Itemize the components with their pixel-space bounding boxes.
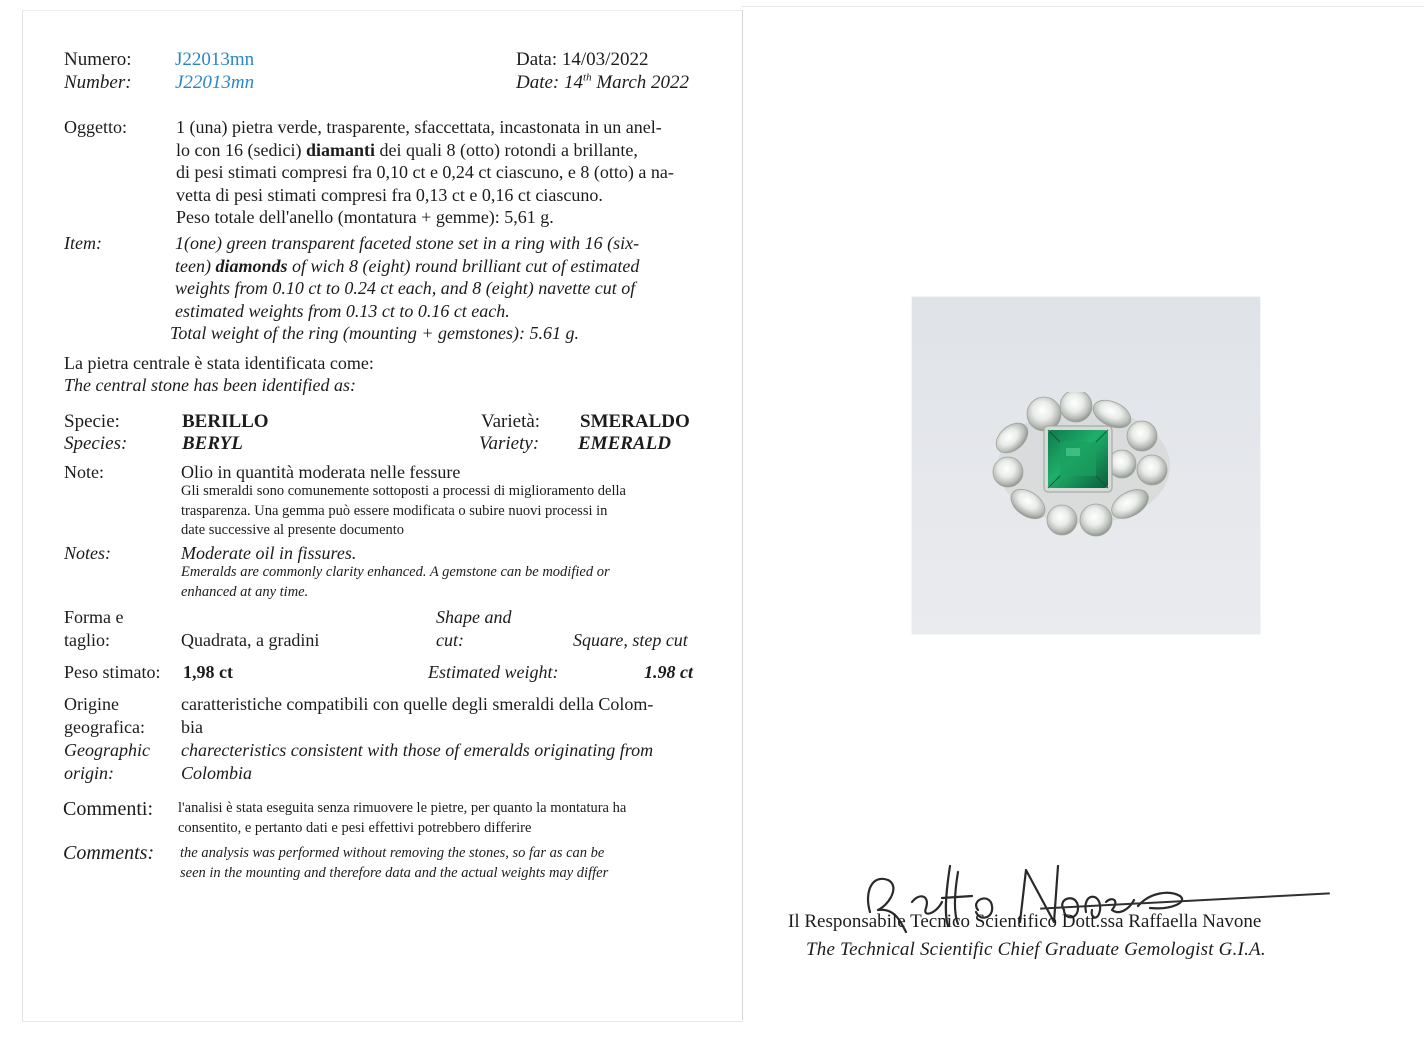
shape-value-it: Quadrata, a gradini [181,630,320,650]
comments-it-1: l'analisi è stata eseguita senza rimuovere le pietre, per quanto la montatura ha [178,800,627,816]
notes-label-en: Notes: [64,543,111,563]
date-en: Date: 14th March 2022 [516,71,690,93]
top-edge-line [742,6,1424,7]
shape-label-it-1: Forma e [64,607,124,627]
origin-en-2: Colombia [181,763,253,783]
object-line-1: 1 (una) pietra verde, trasparente, sfaccettata, incastonata in un anel- [176,117,662,137]
item-line-4: estimated weights from 0.13 ct to 0.16 ct each. [175,300,510,321]
shape-label-it-2: taglio: [64,630,110,650]
weight-label-it: Peso stimato: [64,662,161,682]
comments-label-it: Commenti: [63,798,153,820]
item-line-1: 1(one) green transparent faceted stone set in a ring with 16 (six- [175,233,640,253]
number-label-it: Numero: [64,49,132,70]
comments-it-2: consentito, e pertanto dati e pesi effettivi potrebbero differire [178,819,532,836]
object-line-2: lo con 16 (sedici) diamanti dei quali 8 (otto) rotondi a brillante, [176,139,638,160]
certificate-number-it: J22013mn [175,49,255,70]
comments-en-1: the analysis was performed without removing the stones, so far as can be [180,845,605,861]
variety-label-it: Varietà: [481,411,541,432]
identified-it: La pietra centrale è stata identificata come: [64,353,374,373]
weight-label-en: Estimated weight: [428,662,559,682]
notes-small-en-1: Emeralds are commonly clarity enhanced. A gemstone can be modified or [181,564,610,580]
shape-label-en-1: Shape and [436,607,512,627]
notes-small-it-3: date successive al presente documento [181,522,405,538]
object-line-4: vetta di pesi stimati compresi fra 0,13 ct e 0,16 ct ciascuno. [176,184,603,205]
notes-small-it-1: Gli smeraldi sono comunemente sottoposti a processi di miglioramento della [181,483,626,499]
origin-it-2: bia [181,717,203,737]
origin-label-it-1: Origine [64,694,119,714]
signatory-line-it: Il Responsabile Tecnico Scientifico Dott.ssa Raffaella Navone [788,911,1262,932]
item-label-en: Item: [64,233,102,253]
origin-en-1: charecteristics consistent with those of emeralds originating from [181,740,654,760]
certificate-number-en: J22013mn [175,72,255,93]
origin-label-it-2: geografica: [64,717,145,737]
origin-it-1: caratteristiche compatibili con quelle degli smeraldi della Colom- [181,694,654,714]
origin-label-en-2: origin: [64,763,115,783]
weight-value-en: 1.98 ct [644,662,693,682]
species-value-it: BERILLO [182,411,269,432]
variety-label-en: Variety: [479,433,540,454]
notes-small-it-2: trasparenza. Una gemma può essere modificata o subire nuovi processi in [181,502,608,519]
origin-label-en-1: Geographic [64,740,150,760]
species-label-it: Specie: [64,411,120,432]
notes-label-it: Note: [64,462,104,482]
item-line-2: teen) diamonds of wich 8 (eight) round brilliant cut of estimated [175,255,640,276]
object-label-it: Oggetto: [64,117,127,137]
variety-value-en: EMERALD [578,433,671,454]
ring-photo [912,297,1260,634]
identified-en: The central stone has been identified as: [64,375,356,395]
emerald-ring-image [972,392,1192,537]
comments-label-en: Comments: [63,842,155,864]
item-line-3: weights from 0.10 ct to 0.24 ct each, and 8 (eight) navette cut of [175,278,636,298]
number-label-en: Number: [64,72,132,93]
notes-small-en-2: enhanced at any time. [181,583,309,600]
notes-main-en: Moderate oil in fissures. [181,543,357,563]
object-line-3: di pesi stimati compresi fra 0,10 ct e 0,24 ct ciascuno, e 8 (otto) a na- [176,162,674,182]
comments-en-2: seen in the mounting and therefore data and the actual weights may differ [180,864,609,881]
variety-value-it: SMERALDO [580,411,690,432]
species-value-en: BERYL [182,433,243,454]
item-line-5: Total weight of the ring (mounting + gemstones): 5.61 g. [170,323,579,343]
signatory-line-en: The Technical Scientific Chief Graduate Gemologist G.I.A. [806,939,1266,960]
object-line-5: Peso totale dell'anello (montatura + gemme): 5,61 g. [176,207,554,227]
date-it: Data: 14/03/2022 [516,49,649,70]
notes-main-it: Olio in quantità moderata nelle fessure [181,462,461,482]
shape-label-en-2: cut: [436,630,464,650]
species-label-en: Species: [64,433,128,454]
weight-value-it: 1,98 ct [183,662,233,682]
shape-value-en: Square, step cut [573,630,688,650]
